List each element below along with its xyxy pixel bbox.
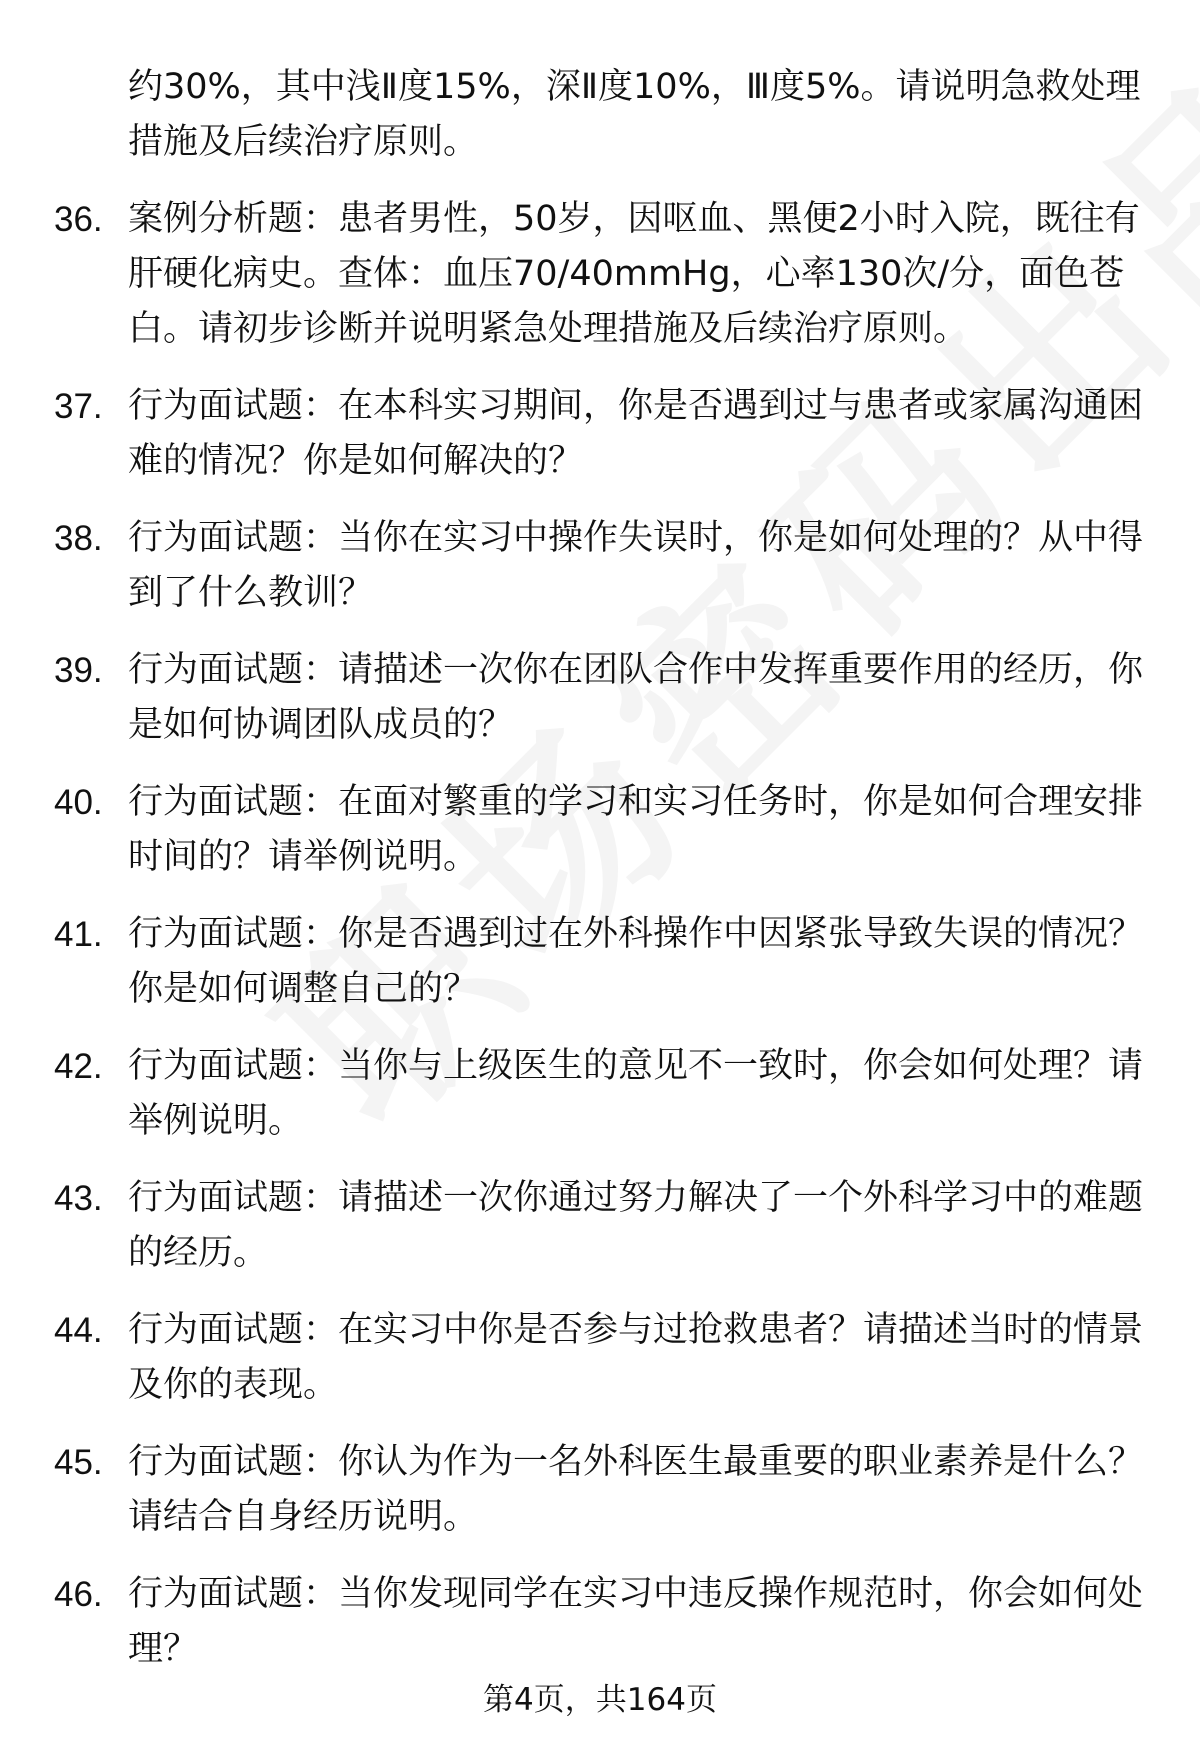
item-text: 行为面试题：当你在实习中操作失误时，你是如何处理的？从中得到了什么教训？ <box>128 518 1144 613</box>
list-item <box>0 379 1200 489</box>
item-number: 38. <box>54 519 103 558</box>
page-footer: 第4页，共164页 <box>483 1682 717 1718</box>
item-number: 41. <box>54 915 103 954</box>
item-text: 案例分析题：患者男性，50岁，因呕血、黑便2小时入院，既往有肝硬化病史。查体：血压70/40mmHg，心率130次/分，面色苍白。请初步诊断并说明紧急处理措施及后续治疗原则。 <box>128 199 1140 349</box>
item-text: 行为面试题：在面对繁重的学习和实习任务时，你是如何合理安排时间的？请举例说明。 <box>128 782 1144 877</box>
item-number: 45. <box>54 1443 103 1482</box>
list-item <box>0 511 1200 621</box>
item-number: 42. <box>54 1047 103 1086</box>
continued-question-text: 约30%，其中浅Ⅱ度15%，深Ⅱ度10%，Ⅲ度5%。请说明急救处理措施及后续治疗原则。 <box>128 67 1141 162</box>
item-text: 行为面试题：你是否遇到过在外科操作中因紧张导致失误的情况？你是如何调整自己的？ <box>128 914 1144 1009</box>
item-number: 36. <box>54 200 103 239</box>
item-number: 44. <box>54 1311 103 1350</box>
item-number: 40. <box>54 783 103 822</box>
item-text: 行为面试题：你认为作为一名外科医生最重要的职业素养是什么？请结合自身经历说明。 <box>128 1442 1144 1537</box>
list-item <box>0 907 1200 1017</box>
list-item <box>0 1039 1200 1149</box>
list-item <box>0 775 1200 885</box>
list-item <box>0 1171 1200 1281</box>
item-text: 行为面试题：在实习中你是否参与过抢救患者？请描述当时的情景及你的表现。 <box>128 1310 1144 1405</box>
list-item <box>0 1435 1200 1545</box>
item-text: 行为面试题：当你与上级医生的意见不一致时，你会如何处理？请举例说明。 <box>128 1046 1144 1141</box>
list-item <box>0 1303 1200 1413</box>
question-list <box>0 60 1200 1699</box>
item-number: 43. <box>54 1179 103 1218</box>
item-number: 39. <box>54 651 103 690</box>
item-number: 46. <box>54 1575 103 1614</box>
item-text: 行为面试题：当你发现同学在实习中违反操作规范时，你会如何处理？ <box>128 1574 1144 1669</box>
list-item <box>0 1567 1200 1677</box>
list-item <box>0 643 1200 753</box>
item-text: 行为面试题：请描述一次你通过努力解决了一个外科学习中的难题的经历。 <box>128 1178 1144 1273</box>
item-text: 行为面试题：请描述一次你在团队合作中发挥重要作用的经历，你是如何协调团队成员的？ <box>128 650 1144 745</box>
item-number: 37. <box>54 387 103 426</box>
list-item <box>0 192 1200 357</box>
item-text: 行为面试题：在本科实习期间，你是否遇到过与患者或家属沟通困难的情况？你是如何解决的？ <box>128 386 1144 481</box>
